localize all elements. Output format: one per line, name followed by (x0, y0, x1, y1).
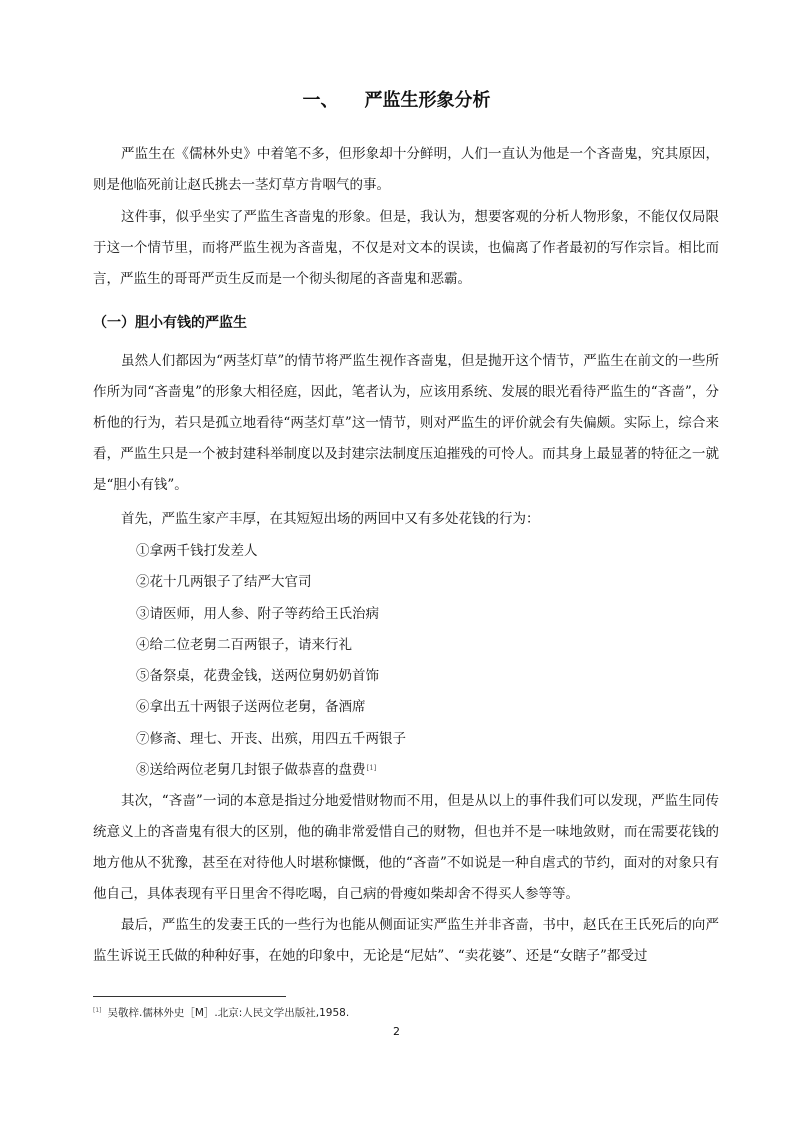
page-number: 2 (393, 1025, 400, 1038)
paragraph-intro: 严监生在《儒林外史》中着笔不多，但形象却十分鲜明，人们一直认为他是一个吝啬鬼，究其原因，则是他临死前让赵氏挑去一茎灯草方肯咽气的事。 (93, 146, 719, 193)
footnote-divider (93, 996, 286, 997)
list-item: ⑤备祭桌，花费金钱，送两位舅奶奶首饰 (136, 668, 379, 685)
list-item (136, 755, 406, 786)
list-item: ②花十几两银子了结严大官司 (136, 574, 312, 591)
section-heading (0, 86, 793, 112)
paragraph-secondly: 其次，“吝啬”一词的本意是指过分地爱惜财物而不用，但是从以上的事件我们可以发现，严监生同传统意义上的吝啬鬼有很大的区别，他的确非常爱惜自己的财物，但也并不是一味地敛财，而在需要花钱的地方他从不犹豫，甚至在对待他人时堪称慷慨，他的“吝啬”不如说是一种自虐式的节约，面对的对象只有他自己，具体表现有平日里舍不得吃喝，自己病的骨瘦如柴却舍不得买人参等等。 (93, 793, 719, 902)
subsection-heading: （一）胆小有钱的严监生 (93, 315, 247, 331)
paragraph-argument: 这件事，似乎坐实了严监生吝啬鬼的形象。但是，我认为，想要客观的分析人物形象，不能仅仅局限于这一个情节里，而将严监生视为吝啬鬼，不仅是对文本的误读，也偏离了作者最初的写作宗旨。相比而言，严监生的哥哥严贡生反而是一个彻头彻尾的吝啬鬼和恶霸。 (93, 209, 719, 287)
list-item: ①拿两千钱打发差人 (136, 543, 258, 559)
footnote-marker: [1] (93, 1006, 102, 1014)
paragraph-analysis: 虽然人们都因为“两茎灯草”的情节将严监生视作吝啬鬼，但是抛开这个情节，严监生在前文的一些所作所为同“吝啬鬼”的形象大相径庭，因此，笔者认为，应该用系统、发展的眼光看待严监生的“吝啬”，分析他的行为，若只是孤立地看待“两茎灯草”这一情节，则对严监生的评价就会有失偏颇。实际上，综合来看，严监生只是一个被封建科举制度以及封建宗法制度压迫摧残的可怜人。而其身上最显著的特征之一就是“胆小有钱”。 (93, 353, 719, 493)
list-item: ⑥拿出五十两银子送两位老舅，备酒席 (136, 699, 366, 716)
footnote-text: 吴敬梓.儒林外史［M］.北京:人民文学出版社,1958. (107, 1007, 350, 1019)
section-number: 一、 (302, 90, 339, 111)
list-item: ④给二位老舅二百两银子，请来行礼 (136, 636, 352, 653)
section-title: 严监生形象分析 (364, 90, 491, 111)
footnote (93, 1005, 349, 1020)
list-item-text: ⑧送给两位老舅几封银子做恭喜的盘费 (136, 762, 366, 779)
list-item: ③请医师，用人参、附子等药给王氏治病 (136, 605, 379, 622)
list-item: ⑦修斋、理七、开丧、出殡，用四五千两银子 (136, 730, 406, 747)
paragraph-finally: 最后，严监生的发妻王氏的一些行为也能从侧面证实严监生并非吝啬，书中，赵氏在王氏死后的向严监生诉说王氏做的种种好事，在她的印象中，无论是“尼姑”、“卖花婆”、还是“女瞎子”都受过 (93, 917, 719, 964)
footnote-ref[interactable]: [1] (366, 764, 377, 773)
spending-list (136, 536, 406, 786)
paragraph-spending-intro: 首先，严监生家产丰厚，在其短短出场的两回中又有多处花钱的行为： (121, 511, 540, 527)
